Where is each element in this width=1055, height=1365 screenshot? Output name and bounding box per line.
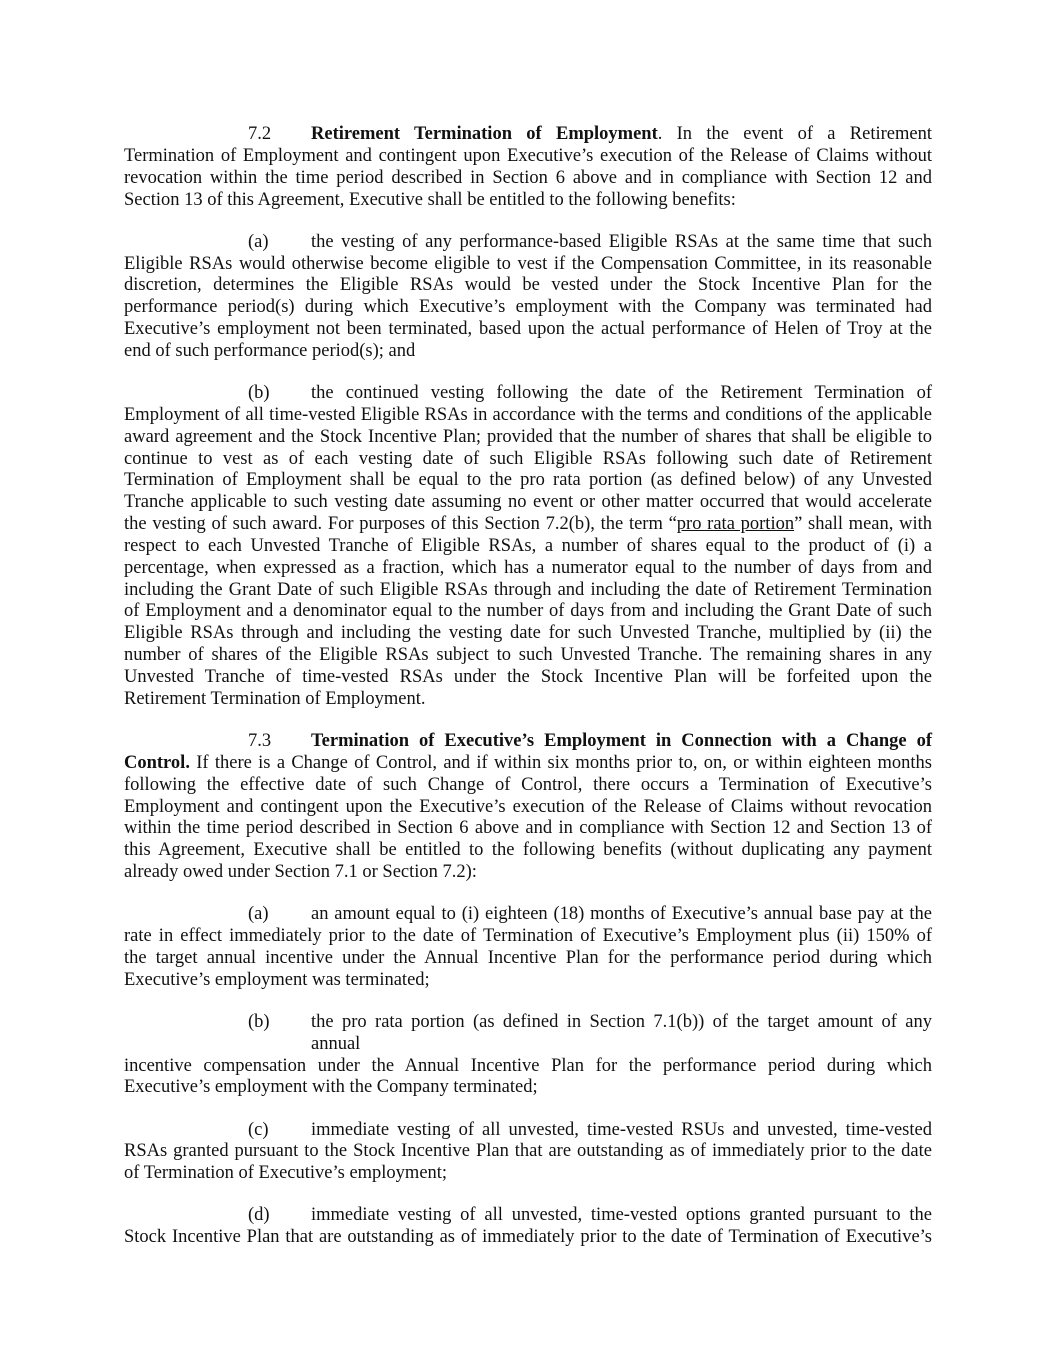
paragraph-line: discretion, determines the Eligible RSAs would be vested under the Stock Incentive Plan for the bbox=[124, 275, 932, 296]
subsection-label: (c) bbox=[248, 1119, 269, 1140]
paragraph-line: Employment and contingent upon the Executive’s execution of the Release of Claims without revocation bbox=[124, 796, 932, 817]
paragraph-line: of Termination of Executive’s employment; bbox=[124, 1163, 448, 1184]
paragraph-line: within the time period described in Section 6 above and in compliance with Section 12 and Section 13 of bbox=[124, 818, 932, 839]
line-text: If there is a Change of Control, and if within six months prior to, on, or within eighteen months bbox=[189, 752, 932, 773]
paragraph-line: including the Grant Date of such Eligible RSAs through and including the date of Retirement Termination bbox=[124, 579, 932, 600]
paragraph-line: Termination of Employment and contingent upon Executive’s execution of the Release of Claims without bbox=[124, 145, 932, 166]
paragraph-line: Retirement Termination of Employment. bbox=[124, 688, 426, 709]
line-text: ” shall mean, with bbox=[794, 514, 932, 535]
line-text: the vesting of such award. For purposes of this Section 7.2(b), the term “ bbox=[124, 514, 677, 535]
paragraph-line: rate in effect immediately prior to the date of Termination of Executive’s Employment plus (ii) 150% of bbox=[124, 926, 932, 947]
subsection-first-line bbox=[124, 1012, 932, 1056]
paragraph-line: incentive compensation under the Annual Incentive Plan for the performance period during which bbox=[124, 1055, 932, 1076]
section-7-3 bbox=[124, 731, 932, 884]
paragraph-line bbox=[124, 753, 932, 775]
section-7-3-b bbox=[124, 1012, 932, 1099]
section-heading-line bbox=[124, 731, 932, 753]
paragraph-line: of Employment and a denominator equal to the number of days from and including the Grant Date of such bbox=[124, 601, 932, 622]
document-body bbox=[124, 124, 932, 1269]
paragraph-line: end of such performance period(s); and bbox=[124, 340, 416, 361]
paragraph-line: Eligible RSAs would otherwise become eligible to vest if the Compensation Committee, in its reasonable bbox=[124, 253, 932, 274]
section-7-2 bbox=[124, 124, 932, 211]
paragraph-line: Executive’s employment not been terminated, based upon the actual performance of Helen of Troy at the bbox=[124, 319, 932, 340]
paragraph-line: Executive’s employment was terminated; bbox=[124, 969, 430, 990]
line-text: an amount equal to (i) eighteen (18) months of Executive’s annual base pay at the bbox=[311, 904, 932, 925]
section-7-3-d bbox=[124, 1205, 932, 1249]
line-text: . In the event of a Retirement bbox=[657, 124, 932, 144]
paragraph-line: Section 13 of this Agreement, Executive shall be entitled to the following benefits: bbox=[124, 189, 736, 210]
paragraph-line: Executive’s employment with the Company terminated; bbox=[124, 1077, 538, 1098]
paragraph-line bbox=[124, 514, 932, 536]
section-7-2-a bbox=[124, 232, 932, 363]
paragraph-line: respect to each Unvested Tranche of Eligible RSAs, a number of shares equal to the product of (i) a bbox=[124, 535, 932, 556]
paragraph-line: this Agreement, Executive shall be entitled to the following benefits (without duplicating any payment bbox=[124, 840, 932, 861]
subsection-label: (b) bbox=[248, 1011, 270, 1032]
paragraph-line: the target annual incentive under the Annual Incentive Plan for the performance period during which bbox=[124, 947, 932, 968]
line-text: immediate vesting of all unvested, time-vested options granted pursuant to the bbox=[311, 1205, 932, 1226]
subsection-label: (d) bbox=[248, 1205, 270, 1226]
section-number: 7.2 bbox=[248, 124, 272, 144]
subsection-label: (a) bbox=[248, 904, 269, 925]
paragraph-line: RSAs granted pursuant to the Stock Incentive Plan that are outstanding as of immediately prior to the date bbox=[124, 1141, 932, 1162]
line-text: the pro rata portion (as defined in Section 7.1(b)) of the target amount of any annual bbox=[311, 1011, 932, 1054]
line-text: the continued vesting following the date of the Retirement Termination of bbox=[311, 383, 932, 404]
paragraph-line: Tranche applicable to such vesting date assuming no event or other matter occurred that would accelerate bbox=[124, 492, 932, 513]
paragraph-line: performance period(s) during which Executive’s employment with the Company was terminated had bbox=[124, 297, 932, 318]
section-heading-line bbox=[124, 124, 932, 146]
subsection-label: (a) bbox=[248, 231, 269, 252]
paragraph-line: percentage, when expressed as a fraction, which has a numerator equal to the number of days from and bbox=[124, 557, 932, 578]
paragraph-line: Stock Incentive Plan that are outstanding as of immediately prior to the date of Termination of Executive’s bbox=[124, 1227, 932, 1248]
paragraph-line: following the effective date of such Change of Control, there occurs a Termination of Executive’s bbox=[124, 774, 932, 795]
line-text: the vesting of any performance-based Eligible RSAs at the same time that such bbox=[311, 231, 932, 252]
paragraph-line: revocation within the time period described in Section 6 above and in compliance with Section 12 and bbox=[124, 167, 932, 188]
subsection-first-line bbox=[124, 383, 932, 405]
section-7-3-a bbox=[124, 904, 932, 991]
subsection-first-line bbox=[124, 1205, 932, 1227]
subsection-first-line bbox=[124, 904, 932, 926]
paragraph-line: Unvested Tranche of time-vested RSAs under the Stock Incentive Plan will be forfeited upon the bbox=[124, 667, 932, 687]
section-heading: Control. bbox=[124, 752, 190, 773]
paragraph-line: award agreement and the Stock Incentive Plan; provided that the number of shares that shall be eligible to bbox=[124, 426, 932, 447]
section-7-2-b bbox=[124, 383, 932, 711]
paragraph-line: Eligible RSAs through and including the vesting date for such Unvested Tranche, multiplied by (ii) the bbox=[124, 623, 932, 644]
subsection-first-line bbox=[124, 1120, 932, 1142]
defined-term: pro rata portion bbox=[676, 514, 795, 535]
section-heading: Retirement Termination of Employment bbox=[311, 124, 658, 144]
section-7-3-c bbox=[124, 1120, 932, 1186]
paragraph-line: Employment of all time-vested Eligible RSAs in accordance with the terms and conditions of the applicable bbox=[124, 404, 932, 425]
section-heading: Termination of Executive’s Employment in Connection with a Change of bbox=[311, 730, 932, 751]
subsection-label: (b) bbox=[248, 383, 270, 404]
paragraph-line: Termination of Employment shall be equal to the pro rata portion (as defined below) of any Unvested bbox=[124, 470, 932, 491]
section-number: 7.3 bbox=[248, 730, 272, 751]
subsection-first-line bbox=[124, 232, 932, 254]
paragraph-line: continue to vest as of each vesting date of such Eligible RSAs following such date of Retirement bbox=[124, 448, 932, 469]
paragraph-line: number of shares of the Eligible RSAs subject to such Unvested Tranche. The remaining shares in any bbox=[124, 645, 932, 666]
line-text: immediate vesting of all unvested, time-vested RSUs and unvested, time-vested bbox=[311, 1119, 932, 1140]
paragraph-line: already owed under Section 7.1 or Section 7.2): bbox=[124, 862, 477, 883]
